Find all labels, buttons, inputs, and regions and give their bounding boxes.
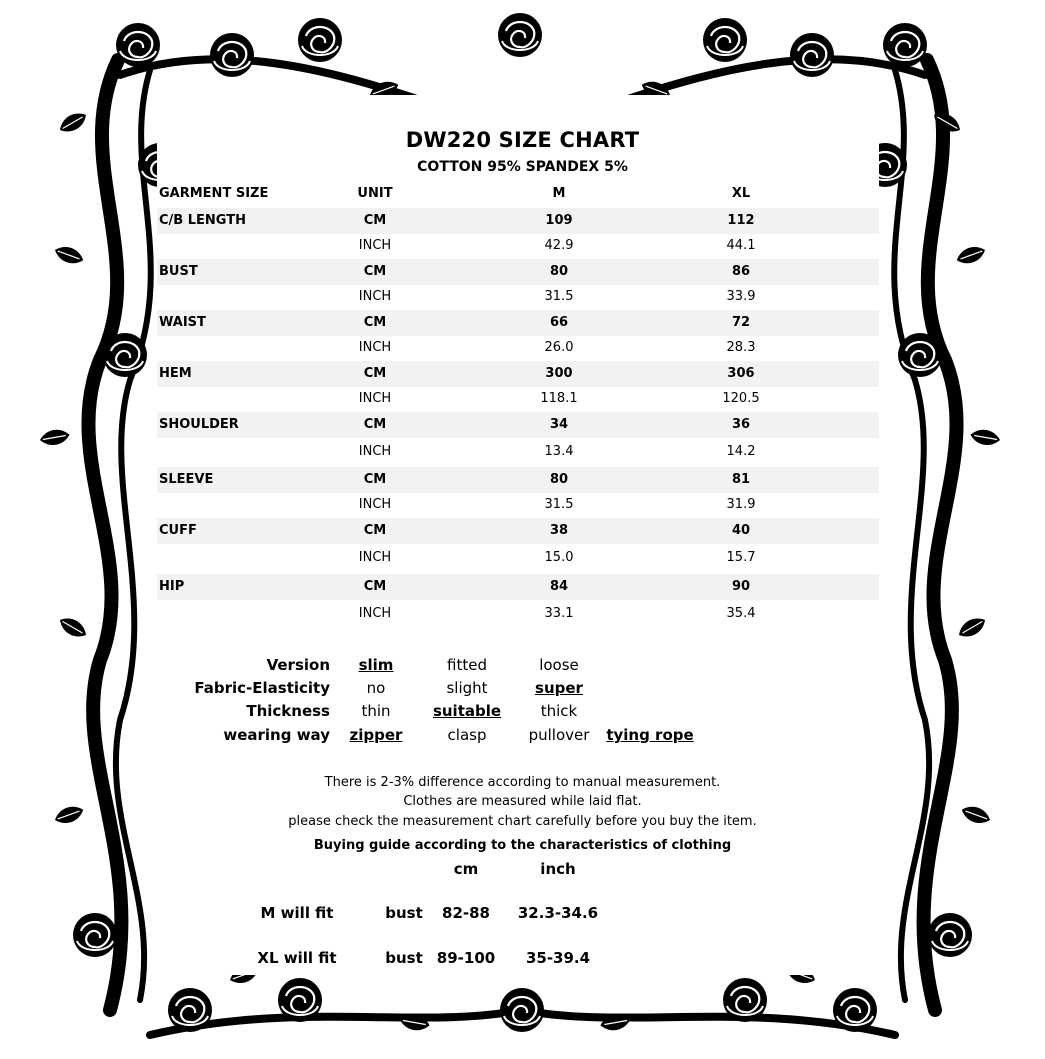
attribute-option: fitted xyxy=(447,656,487,674)
attribute-option: super xyxy=(535,679,583,697)
measurement-label: WAIST xyxy=(159,315,206,330)
measurement-label: C/B LENGTH xyxy=(159,213,246,228)
table-row: INCH 31.5 33.9 xyxy=(358,289,756,304)
guide-col-cm: cm xyxy=(453,860,479,878)
buying-guide-heading: Buying guide according to the characteristics of clothing xyxy=(313,838,732,853)
table-header: GARMENT SIZE UNIT M XL xyxy=(157,181,879,207)
measurement-label: CUFF xyxy=(159,523,197,538)
attribute-option: clasp xyxy=(447,726,487,744)
attribute-option: thin xyxy=(361,702,391,720)
page-title: DW220 SIZE CHART xyxy=(405,128,640,152)
attribute-label: Version xyxy=(266,656,330,674)
attribute-option: no xyxy=(366,679,386,697)
guide-row-label: M will fit xyxy=(260,904,334,922)
guide-row-cm: 82-88 xyxy=(442,904,490,922)
attribute-option: loose xyxy=(539,656,579,674)
table-row: SLEEVE CM 80 81 xyxy=(157,467,879,493)
measurement-label: SHOULDER xyxy=(159,417,239,432)
table-row: C/B LENGTH CM 109 112 xyxy=(157,208,879,234)
measurement-label: SLEEVE xyxy=(159,472,214,487)
measurement-label: HIP xyxy=(159,579,185,594)
guide-row-inch: 35-39.4 xyxy=(525,949,591,967)
attribute-label: wearing way xyxy=(223,726,330,744)
guide-row-inch: 32.3-34.6 xyxy=(517,904,599,922)
attribute-option: slight xyxy=(446,679,488,697)
table-row: INCH 33.1 35.4 xyxy=(358,606,756,621)
guide-row-part: bust xyxy=(385,949,423,967)
guide-col-inch: inch xyxy=(540,860,576,878)
guide-row-cm: 89-100 xyxy=(436,949,496,967)
table-row: INCH 26.0 28.3 xyxy=(358,340,756,355)
table-row: HEM CM 300 306 xyxy=(157,361,879,387)
measurement-note: please check the measurement chart carefully before you buy the item. xyxy=(288,814,757,829)
attribute-option: pullover xyxy=(528,726,590,744)
attribute-option: slim xyxy=(358,656,394,674)
attribute-option: thick xyxy=(540,702,578,720)
guide-row-part: bust xyxy=(385,904,423,922)
measurement-label: BUST xyxy=(159,264,198,279)
table-row: INCH 42.9 44.1 xyxy=(358,238,756,253)
measurement-label: HEM xyxy=(159,366,192,381)
guide-row-label: XL will fit xyxy=(257,949,337,967)
table-row: CUFF CM 38 40 xyxy=(157,518,879,544)
table-row: INCH 13.4 14.2 xyxy=(358,444,756,459)
attribute-label: Thickness xyxy=(246,702,330,720)
table-row: SHOULDER CM 34 36 xyxy=(157,412,879,438)
table-row: HIP CM 84 90 xyxy=(157,574,879,600)
table-row: INCH 15.0 15.7 xyxy=(358,550,756,565)
header-garment-size: GARMENT SIZE xyxy=(159,186,269,201)
attribute-option: suitable xyxy=(432,702,502,720)
attribute-option: zipper xyxy=(349,726,403,744)
table-row: WAIST CM 66 72 xyxy=(157,310,879,336)
table-row: BUST CM 80 86 xyxy=(157,259,879,285)
fabric-composition: COTTON 95% SPANDEX 5% xyxy=(417,159,628,175)
table-row: INCH 118.1 120.5 xyxy=(358,391,760,406)
measurement-note: There is 2-3% difference according to manual measurement. xyxy=(324,775,721,790)
attribute-option: tying rope xyxy=(606,726,694,744)
table-row: INCH 31.5 31.9 xyxy=(358,497,756,512)
attribute-label: Fabric-Elasticity xyxy=(194,679,330,697)
measurement-note: Clothes are measured while laid flat. xyxy=(403,794,642,809)
